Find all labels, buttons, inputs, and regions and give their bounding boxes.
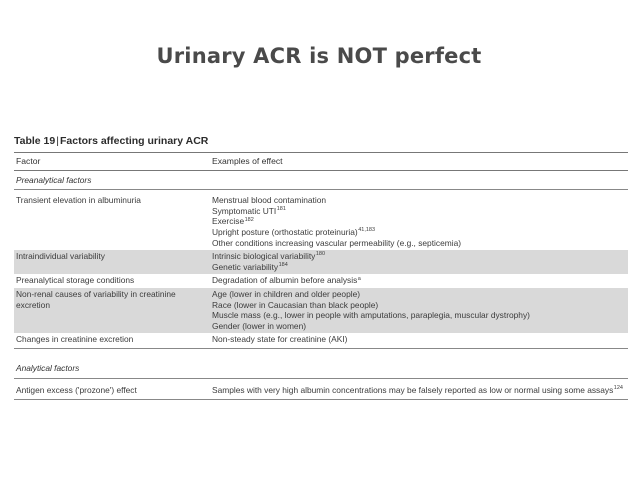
effect-line: Gender (lower in women) — [212, 320, 307, 331]
reference-superscript: a — [357, 275, 361, 282]
reference-superscript: 184 — [278, 261, 288, 268]
effect-line: Other conditions increasing vascular permeability (e.g., septicemia) — [212, 237, 462, 248]
table-row — [14, 250, 628, 274]
effect-line: Upright posture (orthostatic proteinuria)$^{41,183}$ — [212, 226, 376, 237]
effect-line: Age (lower in children and older people) — [212, 288, 361, 299]
effect-line: Race (lower in Caucasian than black people) — [212, 299, 379, 310]
table-row — [14, 190, 628, 250]
header-factor: Factor — [14, 153, 210, 171]
section-label-preanalytical: Preanalytical factors — [14, 170, 628, 190]
effect-line: Degradation of albumin before analysis$^a$ — [212, 275, 361, 286]
table-row — [14, 333, 628, 348]
table-number: Table 19 — [14, 135, 56, 147]
reference-superscript: 180 — [315, 251, 326, 258]
section-label-analytical: Analytical factors — [14, 348, 628, 378]
table-header-row — [14, 153, 628, 171]
effect-line: Exercise$^{182}$ — [212, 216, 254, 227]
effect-line: Samples with very high albumin concentrations may be falsely reported as low or normal using some assays$^{124}$ — [212, 384, 623, 395]
factor-cell: Transient elevation in albuminuria — [16, 195, 141, 206]
section-row-preanalytical — [14, 170, 628, 190]
factor-cell: Antigen excess ('prozone') effect — [14, 378, 210, 400]
effects-cell — [210, 378, 628, 400]
reference-superscript: 124 — [613, 384, 623, 391]
table-row — [14, 288, 628, 333]
table-row — [14, 274, 628, 288]
factors-table — [14, 152, 628, 400]
effect-line: Symptomatic UTI$^{181}$ — [212, 205, 286, 216]
reference-superscript: 182 — [244, 216, 254, 223]
factor-cell: Preanalytical storage conditions — [16, 275, 135, 286]
factor-cell: Non-renal causes of variability in creatinine excretion — [14, 288, 210, 333]
reference-superscript: 41,183 — [358, 227, 376, 234]
table-row — [14, 378, 628, 400]
effects-cell — [210, 190, 628, 250]
effects-cell — [210, 250, 628, 274]
effect-line: Intrinsic biological variability$^{180}$ — [212, 251, 326, 262]
table-title: Factors affecting urinary ACR — [59, 135, 209, 147]
header-examples: Examples of effect — [210, 153, 628, 171]
effects-cell — [210, 333, 628, 348]
effect-line: Genetic variability$^{184}$ — [212, 261, 288, 272]
factors-table-container — [14, 134, 628, 400]
effects-cell — [210, 274, 628, 288]
table-caption — [14, 134, 628, 148]
effect-line: Non-steady state for creatinine (AKI) — [212, 334, 348, 345]
table-caption-separator: | — [56, 135, 59, 147]
effect-line: Menstrual blood contamination — [212, 195, 327, 206]
reference-superscript: 181 — [276, 205, 286, 212]
section-row-analytical — [14, 348, 628, 378]
slide-title: Urinary ACR is NOT perfect — [156, 44, 482, 68]
factor-cell: Changes in creatinine excretion — [14, 333, 210, 348]
effects-cell — [210, 288, 628, 333]
factor-cell: Intraindividual variability — [14, 250, 210, 274]
effect-line: Muscle mass (e.g., lower in people with amputations, paraplegia, muscular dystrophy) — [212, 310, 530, 321]
